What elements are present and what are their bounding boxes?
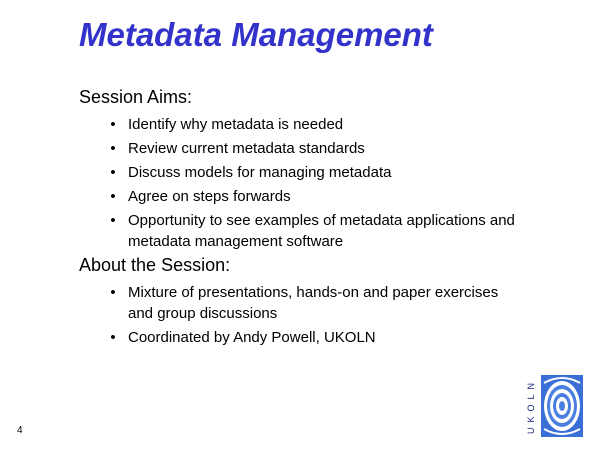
session-aims-heading: Session Aims: (79, 87, 193, 107)
list-item-text: Opportunity to see examples of metadata applications and metadata management software (128, 212, 515, 250)
bullet-icon: • (110, 329, 116, 346)
ukoln-logo (527, 375, 583, 437)
list-item (104, 282, 524, 324)
bullet-icon: • (110, 212, 116, 229)
list-item-text: Coordinated by Andy Powell, UKOLN (128, 329, 376, 346)
list-item (104, 114, 574, 135)
logo-text (527, 375, 541, 437)
list-item-text: Mixture of presentations, hands-on and paper exercises and group discussions (128, 284, 499, 322)
about-session-list (104, 282, 524, 351)
ukoln-swirl-logo-icon (541, 375, 583, 437)
list-item-text: Review current metadata standards (128, 140, 365, 157)
bullet-icon: • (110, 284, 116, 301)
logo-label: UKOLN (526, 377, 536, 435)
bullet-icon: • (110, 164, 116, 181)
list-item (104, 186, 574, 207)
list-item-text: Discuss models for managing metadata (128, 164, 392, 181)
list-item (104, 210, 574, 252)
list-item (104, 162, 574, 183)
list-item-text: Identify why metadata is needed (128, 116, 344, 133)
session-aims-list (104, 114, 574, 255)
slide-title: Metadata Management (79, 16, 433, 53)
bullet-icon: • (110, 188, 116, 205)
page-number: 4 (17, 425, 23, 436)
bullet-icon: • (110, 140, 116, 157)
list-item (104, 327, 524, 348)
list-item-text: Agree on steps forwards (128, 188, 291, 205)
bullet-icon: • (110, 116, 116, 133)
about-session-heading: About the Session: (79, 255, 231, 275)
list-item (104, 138, 574, 159)
